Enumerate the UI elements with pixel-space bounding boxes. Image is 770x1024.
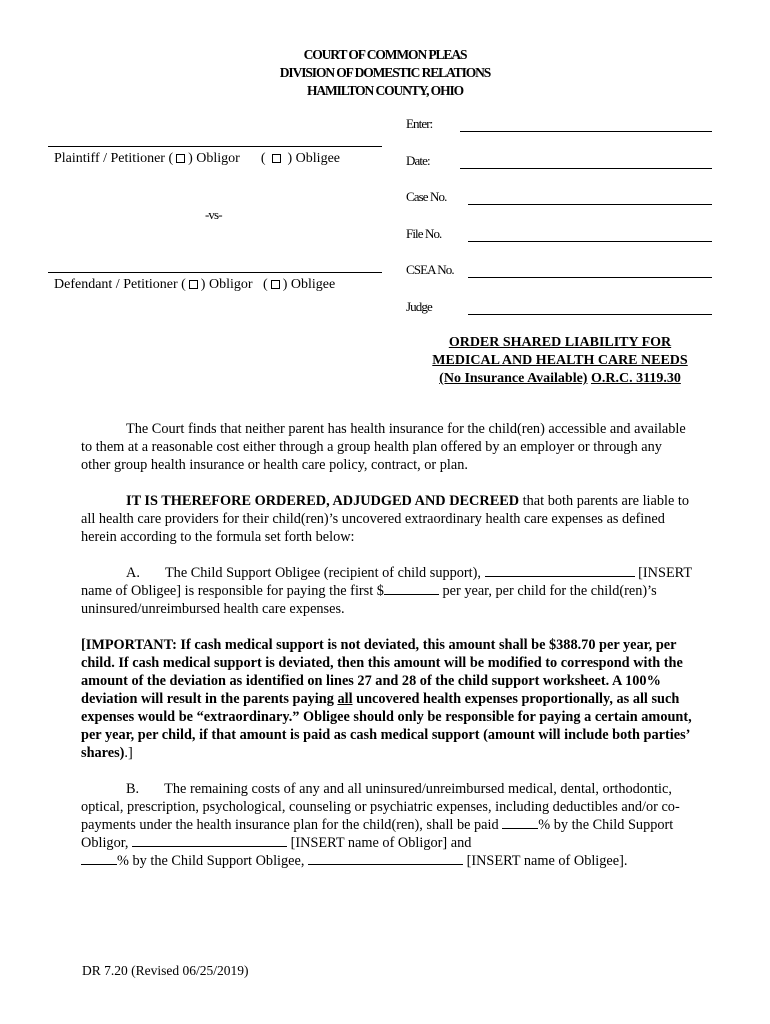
- plaintiff-line: [54, 151, 340, 167]
- findings-paragraph: [81, 420, 693, 474]
- obligee-percent-text: % by the Child Support Obligee,: [117, 853, 309, 869]
- obligee-name-blank-b[interactable]: [308, 852, 463, 865]
- no-insurance-label: (No Insurance Available): [439, 371, 588, 386]
- obligee-name-text: [INSERT name of Obligee].: [463, 853, 628, 869]
- county-name: HAMILTON COUNTY, OHIO: [306, 83, 464, 98]
- obligor-percent-text: % by the Child Support Obligor,: [81, 817, 674, 851]
- paragraph-b-label: B.: [126, 781, 140, 797]
- order-decree-bold: IT IS THEREFORE ORDERED, ADJUDGED AND DECREED: [126, 493, 520, 509]
- important-end: .]: [124, 745, 133, 761]
- case-no-field[interactable]: [468, 204, 712, 205]
- obligee-name-blank[interactable]: [485, 564, 635, 577]
- date-label: Date:: [406, 153, 430, 168]
- defendant-line: [54, 277, 335, 293]
- statute-ref: O.R.C. 3119.30: [590, 371, 681, 386]
- important-all: all: [337, 691, 353, 707]
- paragraph-b-text: The remaining costs of any and all uninsured/unreimbursed medical, dental, orthodontic, optical, prescription, psychological, counseling or psychiatric expenses, including deductibles and/or co-payments under the health insurance plan for the child(ren), shall be paid: [81, 781, 680, 833]
- defendant-obligor-checkbox[interactable]: [189, 280, 198, 289]
- important-text-2: uncovered health expenses proportionally, as all such expenses would be “extraordinary.” Obligee should only be responsible for paying a certain amount, per year, per child, if that amount is paid as cash medical support (amount will include both parties’ shares): [81, 691, 692, 761]
- case-no-label: Case No.: [406, 189, 447, 204]
- order-title-line2: MEDICAL AND HEALTH CARE NEEDS: [432, 353, 688, 368]
- plaintiff-obligee-checkbox[interactable]: [272, 154, 281, 163]
- important-notice: [81, 636, 693, 762]
- versus-label: -vs-: [205, 207, 222, 222]
- date-field[interactable]: [460, 168, 712, 169]
- obligee-label: ) Obligee: [287, 151, 340, 166]
- csea-no-field[interactable]: [468, 277, 712, 278]
- file-no-label: File No.: [406, 226, 442, 241]
- open-paren: (: [263, 277, 268, 292]
- paragraph-a-text: The Child Support Obligee (recipient of child support),: [164, 565, 485, 581]
- plaintiff-label: Plaintiff / Petitioner (: [54, 151, 174, 166]
- obligor-name-text: [INSERT name of Obligor] and: [287, 835, 472, 851]
- enter-field[interactable]: [460, 131, 712, 132]
- defendant-name-field[interactable]: [48, 272, 382, 273]
- important-text: [IMPORTANT: If cash medical support is not deviated, this amount shall be $388.70 per year, per child. If cash medical support is deviated, then this amount will be modified to correspond with the amount of the deviation as identified on lines 27 and 28 of the child support worksheet. A 100% deviation will result in the parents paying: [81, 637, 683, 707]
- judge-label: Judge: [406, 299, 432, 314]
- paragraph-a: [81, 564, 693, 618]
- order-title-line3: [410, 370, 710, 388]
- obligor-name-blank[interactable]: [132, 834, 287, 847]
- plaintiff-obligor-checkbox[interactable]: [176, 154, 185, 163]
- defendant-label: Defendant / Petitioner (: [54, 277, 186, 292]
- findings-text: The Court finds that neither parent has health insurance for the child(ren) accessible and available to them at a reasonable cost either through a group health plan offered by an employer or through any other group health insurance or health care policy, contract, or plan.: [81, 421, 686, 473]
- open-paren: (: [260, 151, 266, 166]
- division-name: DIVISION OF DOMESTIC RELATIONS: [279, 65, 491, 80]
- obligee-percent-blank[interactable]: [81, 852, 117, 865]
- judge-field[interactable]: [468, 314, 712, 315]
- obligee-label: ) Obligee: [282, 277, 336, 292]
- defendant-obligee-checkbox[interactable]: [271, 280, 280, 289]
- order-paragraph: [81, 492, 693, 546]
- paragraph-a-text-3: per year, per child for the child(ren)’s uninsured/unreimbursed health care expenses.: [81, 583, 657, 617]
- form-id: DR 7.20 (Revised 06/25/2019): [82, 963, 249, 978]
- paragraph-b: [81, 780, 693, 870]
- order-title-line1: ORDER SHARED LIABILITY FOR: [448, 335, 672, 350]
- paragraph-a-text-2: [INSERT name of Obligee] is responsible for paying the first $: [81, 565, 692, 599]
- amount-blank[interactable]: [384, 582, 439, 595]
- file-no-field[interactable]: [468, 241, 712, 242]
- court-name: COURT OF COMMON PLEAS: [303, 47, 467, 62]
- paragraph-a-label: A.: [126, 565, 140, 581]
- obligor-percent-blank[interactable]: [502, 816, 538, 829]
- obligor-label: ) Obligor: [200, 277, 253, 292]
- plaintiff-name-field[interactable]: [48, 146, 382, 147]
- obligor-label: ) Obligor: [188, 151, 240, 166]
- enter-label: Enter:: [406, 116, 433, 131]
- csea-no-label: CSEA No.: [406, 262, 454, 277]
- order-text: that both parents are liable to all health care providers for their child(ren)’s uncovered extraordinary health care expenses as defined herein according to the formula set forth below:: [81, 493, 690, 545]
